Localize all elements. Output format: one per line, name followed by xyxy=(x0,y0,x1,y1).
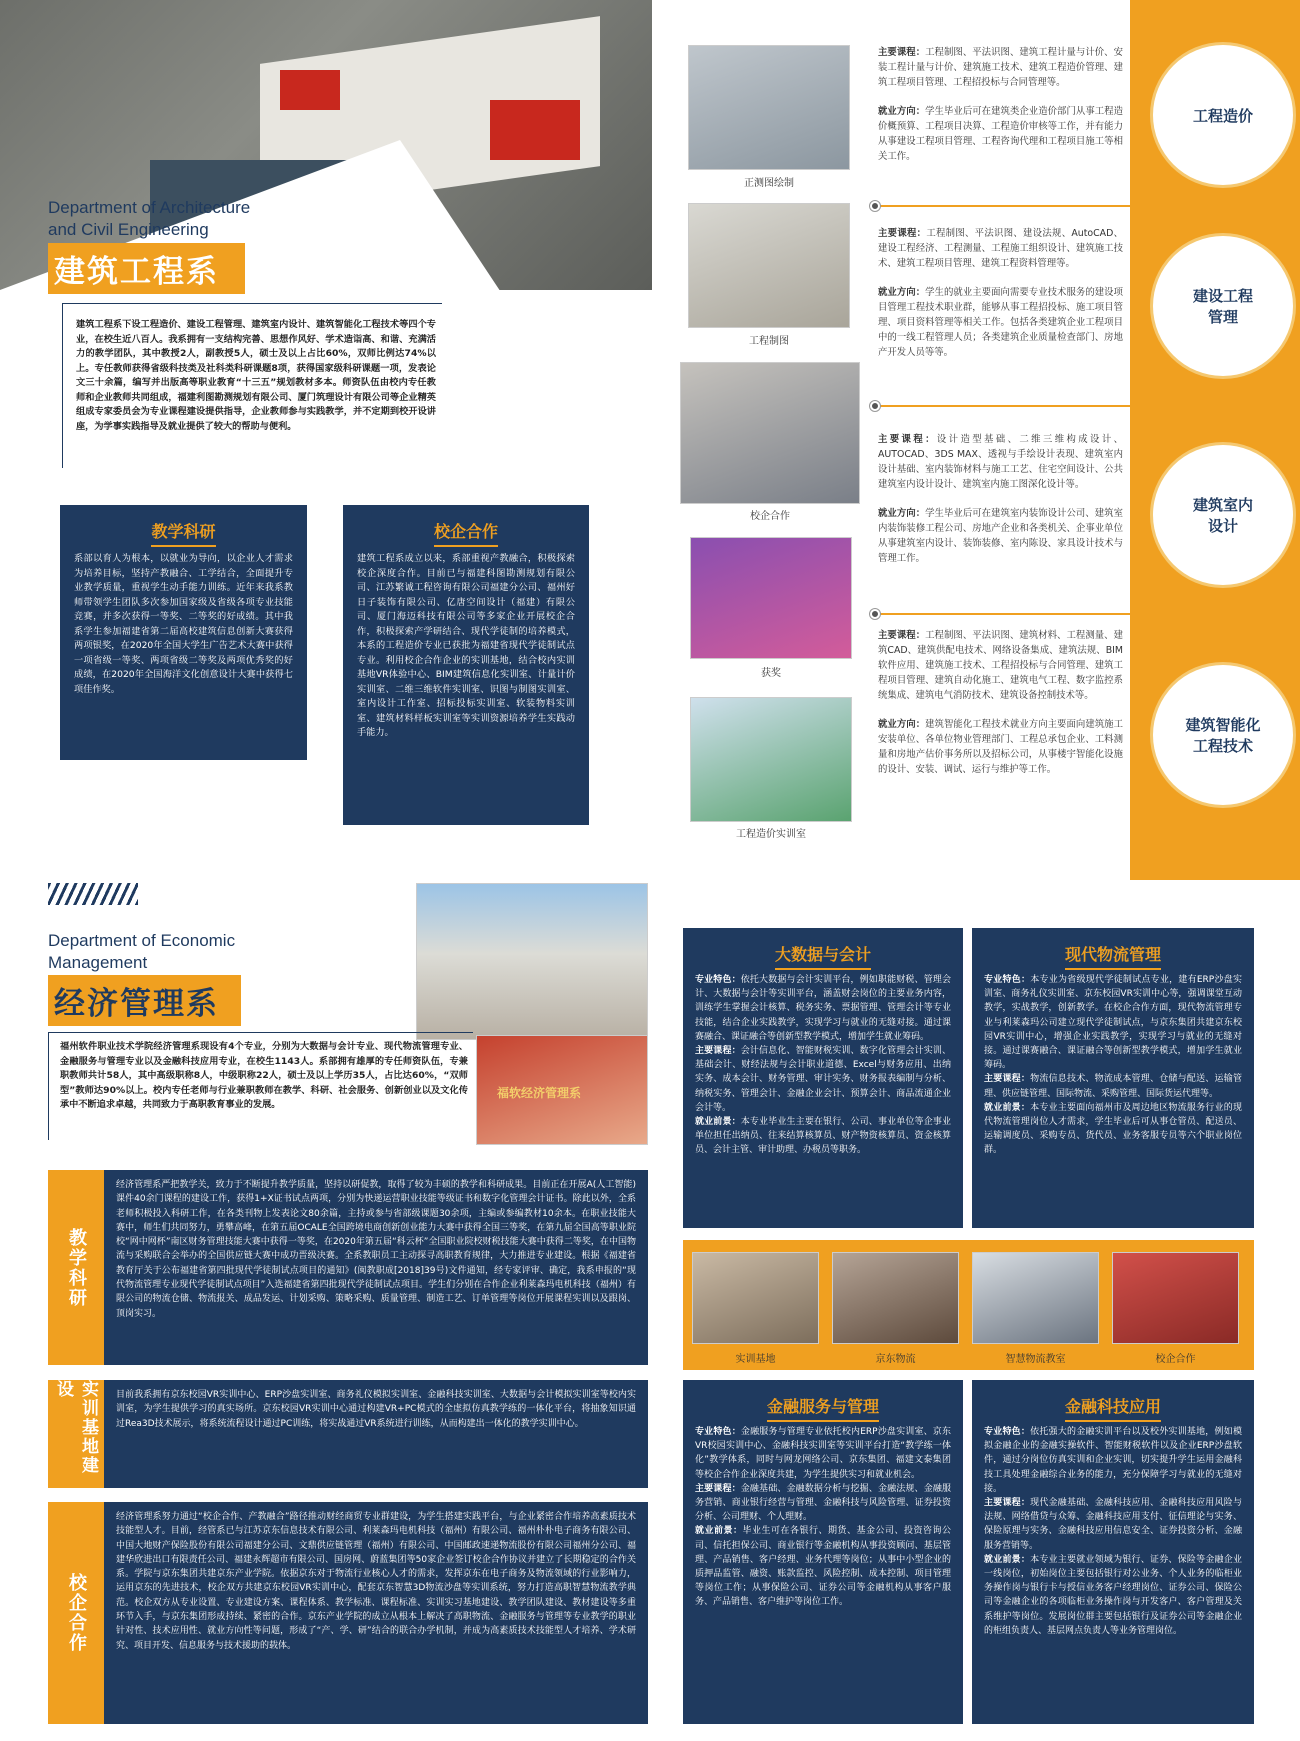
arch-major-3-name: 建筑室内设计 xyxy=(1153,445,1293,585)
econ-intro: 福州软件职业技术学院经济管理系现设有4个专业，分别为大数据与会计专业、现代物流管理专业、金融服务与管理专业以及金融科技应用专业，在校生1143人。系部拥有雄厚的专任师资队伍，专兼职教师共计58人，其中高级职称8人，中级职称22人，硕士及以上学历35人，占比达60%，“双师型”教师达90%以上。校内专任老师与行业兼职教师在教学、科研、社会服务、创新创业以及文化传承中不断追求卓越，共同致力于高职教育事业的发展。 xyxy=(60,1041,468,1110)
arch-title-zh: 建筑工程系 xyxy=(48,243,245,294)
arch-photo-3 xyxy=(680,362,860,504)
econ-title-en-1: Department of Economic xyxy=(48,931,236,950)
econ-title-en xyxy=(48,930,235,974)
arch-major-4-name: 建筑智能化工程技术 xyxy=(1153,665,1293,805)
arch-divider-2 xyxy=(878,405,1178,407)
arch-photo-4 xyxy=(690,537,852,659)
arch-major-3-text: 主要课程：设计造型基础、二维三维构成设计、AUTOCAD、3DS MAX、透视与手绘设计表现、建筑室内设计基础、室内装饰材料与施工工艺、住宅空间设计、公共建筑室内设计设计、建筑室内施工图深化设计等。 就业方向：学生毕业后可在建筑室内装饰设计公司、建筑室内装饰装修工程公司、房地产企业和各类机关、企事业单位从事建筑室内设计、装饰装修、室内陈设、家具设计技术与管理工作。 xyxy=(878,434,1123,564)
arch-title-en-2: and Civil Engineering xyxy=(48,220,209,239)
arch-title-en xyxy=(48,197,250,241)
arch-major-3-course: 设计造型基础、二维三维构成设计、AUTOCAD、3DS MAX、透视与手绘设计表现、建筑室内设计基础、室内装饰材料与施工工艺、住宅空间设计、公共建筑室内设计设计、建筑室内施工图深化设计等。 xyxy=(878,434,1123,490)
arch-divider-1 xyxy=(878,205,1178,207)
arch-photo-2-caption: 工程制图 xyxy=(749,336,789,347)
econ-strip-caption-1: 实训基地 xyxy=(735,1354,776,1365)
econ-major-4: 金融科技应用 专业特色：依托强大的金融实训平台以及校外实训基地，例如模拟金融企业的金融实操软件、智能财税软件以及企业ERP沙盘软件，通过分岗位仿真实训和企业实训，切实提升学生运用金融科技工具处理金融综合业务的能力，充分保障学习与就业的无缝对接。 主要课程：现代金融基础、金融科技应用、金融科技应用风险与法规、网络借贷与众筹、金融科技应用支付、征信理论与实务、保险原理与实务、金融科技应用信息安全、证券投资分析、金融服务营销等。 就业前景：本专业主要就业领域为银行、证券、保险等金融企业一线岗位，初始岗位主要包括银行对公业务、个人业务的临柜业务操作岗与银行卡与授信业务客户经理岗位、证券公司、保险公司等金融企业的各项临柜业务操作岗与开发客户、客户管理及关系维护等岗位。发展岗位群主要包括银行及证券公司等金融企业的柜组负责人、基层网点负责人等业务管理岗位。 xyxy=(972,1380,1254,1724)
econ-major-2: 现代物流管理 专业特色：本专业为省级现代学徒制试点专业，建有ERP沙盘实训室、商务礼仪实训室、京东校园VR实训中心等，强调课堂互动教学，实战教学，创新教学。在校企合作方面，现代物流管理专业与利莱森玛公司建立现代学徒制试点，与京东集团共建京东校园VR实训中心，增强企业实践教学，实现学习与就业的无缝对接。通过课赛融合、课证融合等创新型教学模式，增加学生就业筹码。 主要课程：物流信息技术、物流成本管理、仓储与配送、运输管理、供应链管理、国际物流、采购管理、国际货运代理等。 就业前景：本专业主要面向福州市及周边地区物流服务行业的现代物流管理岗位人才需求，学生毕业后可从事仓管员、配送员、运输调度员、采购专员、货代员、业务客服专员等六个职业岗位群。 xyxy=(972,928,1254,1228)
arch-divider-2-dot xyxy=(870,401,880,411)
arch-box-teaching xyxy=(60,505,307,760)
econ-strip-photo-4 xyxy=(1112,1252,1239,1344)
arch-major-1-job: 学生毕业后可在建筑类企业造价部门从事工程造价概预算、工程项目决算、工程造价审核等工作，并有能力从事建设工程项目管理、工程咨询代理和工程项目施工等相关工作。 xyxy=(878,106,1123,162)
econ-section-coop xyxy=(48,1502,648,1724)
arch-major-3-job: 学生毕业后可在建筑室内装饰设计公司、建筑室内装饰装修工程公司、房地产企业和各类机关、企事业单位从事建筑室内设计、装饰装修、室内陈设、家具设计技术与管理工作。 xyxy=(878,508,1123,564)
arch-divider-3 xyxy=(878,613,1178,615)
econ-section-teaching-label: 教学科研 xyxy=(48,1170,104,1365)
arch-box-coop-title: 校企合作 xyxy=(434,522,498,547)
econ-section-teaching-text: 经济管理系严把教学关，致力于不断提升教学质量，坚持以研促教，取得了较为丰硕的教学和科研成果。目前正在开展A(人工智能)课件40余门课程的建设工作，获得1+X证书试点两项，分别为快递运营职业技能等级证书和数字化管理会计证书。除此以外，全系老师积极投入科研工作，在各类刊物上发表论文80余篇，主持或参与省部级课题30余项，主编或参编教材10余本。在职业技能大赛中，师生们共同努力，勇攀高峰，在第五届OCALE全国跨境电商创新创业能力大赛中获得全国三等奖，在第九届全国高等职业院校“网中网杯”南区财务管理技能大赛中获得一等奖，在2020年第五届“科云杯”全国职业院校财税技能大赛中获得二等奖，在中国物流与采购联合会举办的全国供应链大赛中成功晋级决赛。全系教职员工主动探寻高职教育规律，大力推进专业建设。根据《福建省教育厅关于公布福建省第四批现代学徒制试点项目的通知》(闽教职成[2018]39号)文件通知，经专家评审、确定，我系申报的“现代物流管理专业现代学徒制试点项目”入选福建省第四批现代学徒制试点项目。学生们分别在合作企业利莱森玛电机科技（福州）有限公司的物流仓储、物流报关、成品发运、计划采购、策略采购、质量管理、制造工艺、订单管理等岗位开展课程实训以及跟岗、顶岗实习。 xyxy=(116,1180,636,1319)
econ-major-4-name: 金融科技应用 xyxy=(1065,1397,1161,1422)
arch-major-4-course: 工程制图、平法识图、建筑材料、工程测量、建筑CAD、建筑供配电技术、网络设备集成、建筑法规、BIM软件应用、建筑施工技术、工程招投标与合同管理、建筑工程项目管理、建筑自动化施工、建筑电气工程、数字监控系统集成、建筑电气消防技术、建筑设备控制技术等。 xyxy=(878,630,1123,701)
econ-section-coop-text: 经济管理系努力通过“校企合作、产教融合”路径推动财经商贸专业群建设，为学生搭建实践平台，与企业紧密合作培养高素质技术技能型人才。目前，经管系已与江苏京东信息技术有限公司、利莱森玛电机科技（福州）有限公司、福州朴朴电子商务有限公司、中国大地财产保险股份有限公司福建分公司、文鼎供应链管理（福州）有限公司、中国邮政速递物流股份有限公司福州分公司、福建华欣进出口有限责任公司、福建永辉超市有限公司、国房网、蔚蓝集团等50家企业签订校企合作协议并建立了长期稳定的合作关系。学院与京东集团共建京东产业学院。依据京东对于物流行业核心人才的需求，发挥京东在电子商务及物流领域的行业影响力，运用京东的先进技术，校企双方共建京东校园VR实训中心，配套京东智慧3D物流沙盘等实训系统，努力打造高职智慧物流教学典范。校企双方从专业设置、专业建设方案、课程体系、教学标准、课程标准、实训实习基地建设、教学团队建设、教材建设等多重环节入手，与京东集团形成持续、紧密的合作。京东产业学院的成立从根本上解决了高职物流、金融服务与管理等专业教学的职业针对性、技术应用性、就业方向性等问题，形成了“产、学、研”结合的联合办学机制，并成为高素质技术技能型人才培养、学术研究、项目开发、信息服务与技术援助的载体。 xyxy=(116,1512,636,1651)
econ-section-base-label: 实训基地建设 xyxy=(48,1380,104,1488)
econ-strip-photo-1 xyxy=(692,1252,819,1344)
arch-major-2-name: 建设工程管理 xyxy=(1153,236,1293,376)
econ-title-en-2: Management xyxy=(48,953,148,972)
econ-section-base-text: 目前我系拥有京东校园VR实训中心、ERP沙盘实训室、商务礼仪模拟实训室、金融科技实训室、大数据与会计模拟实训室等校内实训室，为学生提供学习的真实场所。京东校园VR实训中心通过构建VR+PC模式的全虚拟仿真教学练的一体化平台，将抽象知识通过Rea3D技术展示，将系统流程设计通过PC训练，将实战通过VR系统进行训练，从而构建出一体化的教学实训中心。 xyxy=(116,1390,636,1429)
econ-strip-photo-2 xyxy=(832,1252,959,1344)
arch-box-teaching-text: 系部以育人为根本，以就业为导向，以企业人才需求为培养目标，坚持产教融合、工学结合，全面提升专业教学质量，重视学生动手能力训练。近年来我系教师带领学生团队多次参加国家级及省级各项专业技能竞赛，并多次获得一等奖、二等奖的好成绩。其中我系学生参加福建省第二届高校建筑信息创新大赛获得两项银奖，在2020年全国大学生广告艺术大赛中获得一项省级一等奖、两项省级二等奖及两项优秀奖的好成绩，在2020年全国海洋文化创意设计大赛中获得七项佳作奖。 xyxy=(74,553,293,695)
arch-photo-4-caption: 获奖 xyxy=(761,668,781,679)
arch-major-2-text: 主要课程：工程制图、平法识图、建设法规、AutoCAD、建设工程经济、工程测量、工程施工组织设计、建筑施工技术、建筑工程项目管理、建筑工程资料管理等。 就业方向：学生的就业主要面向需要专业技术服务的建设项目管理工程技术职业群，能够从事工程招投标、施工项目管理、项目资料管理等相关工作。包括各类建筑企业工程项目中的一线工程管理人员；各类建筑企业质量检查部门、房地产开发人员等等。 xyxy=(878,228,1123,358)
econ-strip-caption-4: 校企合作 xyxy=(1155,1354,1196,1365)
econ-major-3: 金融服务与管理 专业特色：金融服务与管理专业依托校内ERP沙盘实训室、京东VR校园实训中心、金融科技实训室等实训平台打造“教学练一体化”教学体系，同时与网龙网络公司、京东集团、福建文泰集团等校企合作企业深度共建，为学生提供实习和就业机会。 主要课程：金融基础、金融数据分析与挖掘、金融法规、金融服务营销、商业银行经营与管理、金融科技与风险管理、证券投资分析、公司理财、个人理财。 就业前景：毕业生可在各银行、期货、基金公司、投资咨询公司、信托担保公司、商业银行等金融机构从事投资顾问、基层管理、产品销售、客户经理、业务代理等岗位；从事中小型企业的质押品监管、融资、账款监控、风险控制、成本控制、项目管理等岗位工作；从事保险公司、证券公司等金融机构从事客户服务、产品销售、客户维护等岗位工作。 xyxy=(683,1380,963,1724)
arch-photo-5-caption: 工程造价实训室 xyxy=(736,829,806,840)
arch-intro: 建筑工程系下设工程造价、建设工程管理、建筑室内设计、建筑智能化工程技术等四个专业，在校生近八百人。我系拥有一支结构完善、思想作风好、学术造诣高、和谐、充满活力的教学团队，其中教授2人，副教授5人，硕士及以上占比60%，双师比例达74%以上。专任教师获得省级科技类及社科类科研课题8项，获得国家级科研课题一项，发表论文三十余篇，编写并出版高等职业教育“十三五”规划教材多本。师资队伍由校内专任教师和企业教师共同组成，福建利图勘测规划有限公司、厦门筑理设计有限公司等企业精英组成专家委员会为专业课程建设提供指导，企业教师参与实践教学，并不定期到校开设讲座，为学事实践指导及就业提供了较大的帮助与便利。 xyxy=(76,319,436,432)
econ-group-photo xyxy=(476,1035,648,1145)
arch-box-teaching-title: 教学科研 xyxy=(151,522,215,547)
arch-title-en-1: Department of Architecture xyxy=(48,198,251,217)
econ-major-3-name: 金融服务与管理 xyxy=(767,1397,879,1422)
econ-section-teaching xyxy=(48,1170,648,1365)
arch-divider-1-dot xyxy=(870,201,880,211)
econ-major-1: 大数据与会计 专业特色：依托大数据与会计实训平台，例如职能财税、管理会计、大数据与会计等实训平台，涵盖财会岗位的主要业务内容，训练学生掌握会计核算、税务实务、票据管理、管理会计等专业技能，结合企业实践教学，实现学习与就业的无缝对接。通过课赛融合、课证融合等创新型教学模式，增加学生就业筹码。 主要课程：会计信息化、智能财税实训、数字化管理会计实训、基础会计、财经法规与会计职业道德、Excel与财务应用、出纳实务、成本会计、财务管理、审计实务、财务报表编制与分析、纳税实务、管理会计、金融企业会计、预算会计、商品流通企业会计等。 就业前景：本专业毕业生主要在银行、公司、事业单位等企事业单位担任出纳员、往来结算核算员、财产物资核算员、资金核算员、会计主管、审计助理、办税员等职务。 xyxy=(683,928,963,1228)
arch-major-1-name: 工程造价 xyxy=(1153,45,1293,185)
arch-box-coop-text: 建筑工程系成立以来，系部重视产教融合，积极探索校企深度合作。目前已与福建科图勘测规划有限公司、江苏繁诚工程咨询有限公司福建分公司、福州好日子装饰有限公司、亿唐空间设计（福建）有限公司、厦门海迈科技有限公司等多家企业开展校企合作，积极探索产学研结合、现代学徒制的培养模式，本系的工程造价专业已获批为福建省现代学徒制试点专业。利用校企合作企业的实训基地，结合校内实训基地VR体验中心、BIM建筑信息化实训室、计量计价实训室、二维三维软件实训室、识图与制图实训室、室内设计工作室、招标投标实训室、软装物料实训室、建筑材料样板实训室等实训资源培养学生实践动手能力。 xyxy=(357,553,575,738)
arch-divider-3-dot xyxy=(870,609,880,619)
econ-section-base xyxy=(48,1380,648,1488)
arch-major-2-job: 学生的就业主要面向需要专业技术服务的建设项目管理工程技术职业群，能够从事工程招投标、施工项目管理、项目资料管理等相关工作。包括各类建筑企业工程项目中的一线工程管理人员；各类建筑企业质量检查部门、房地产开发人员等等。 xyxy=(878,287,1123,358)
econ-banner-text: 福软经济管理系 xyxy=(497,1086,582,1100)
econ-strip-caption-2: 京东物流 xyxy=(875,1354,916,1365)
arch-major-2-course: 工程制图、平法识图、建设法规、AutoCAD、建设工程经济、工程测量、工程施工组织设计、建筑施工技术、建筑工程项目管理、建筑工程资料管理等。 xyxy=(878,228,1123,269)
arch-photo-5 xyxy=(690,697,852,822)
arch-major-4-job: 建筑智能化工程技术就业方向主要面向建筑施工安装单位、各单位物业管理部门、工程总承包企业、工料测量和房地产估价事务所以及招标公司，从事楼宇智能化设施的设计、安装、调试、运行与维护等工作。 xyxy=(878,719,1123,775)
arch-box-coop xyxy=(343,505,589,825)
econ-strip-caption-3: 智慧物流教室 xyxy=(1005,1354,1066,1365)
arch-photo-3-caption: 校企合作 xyxy=(750,511,790,522)
econ-major-2-name: 现代物流管理 xyxy=(1065,945,1161,970)
arch-major-1-text: 主要课程：工程制图、平法识图、建筑工程计量与计价、安装工程计量与计价、建筑施工技术、建筑工程造价管理、建筑工程项目管理、工程招投标与合同管理等。 就业方向：学生毕业后可在建筑类企业造价部门从事工程造价概预算、工程项目决算、工程造价审核等工作，并有能力从事建设工程项目管理、工程咨询代理和工程项目施工等相关工作。 xyxy=(878,47,1123,162)
econ-strip-photo-3 xyxy=(972,1252,1099,1344)
econ-section-coop-label: 校企合作 xyxy=(48,1502,104,1724)
econ-building-photo xyxy=(416,883,648,1040)
econ-major-1-name: 大数据与会计 xyxy=(775,945,871,970)
arch-photo-1 xyxy=(688,45,850,170)
econ-title-zh: 经济管理系 xyxy=(48,975,241,1026)
arch-major-1-course: 工程制图、平法识图、建筑工程计量与计价、安装工程计量与计价、建筑施工技术、建筑工程造价管理、建筑工程项目管理、工程招投标与合同管理等。 xyxy=(878,47,1123,88)
arch-photo-2 xyxy=(688,203,850,328)
arch-photo-1-caption: 正测图绘制 xyxy=(744,178,794,189)
arch-major-4-text: 主要课程：工程制图、平法识图、建筑材料、工程测量、建筑CAD、建筑供配电技术、网络设备集成、建筑法规、BIM软件应用、建筑施工技术、工程招投标与合同管理、建筑工程项目管理、建筑自动化施工、建筑电气工程、数字监控系统集成、建筑电气消防技术、建筑设备控制技术等。 就业方向：建筑智能化工程技术就业方向主要面向建筑施工安装单位、各单位物业管理部门、工程总承包企业、工料测量和房地产估价事务所以及招标公司，从事楼宇智能化设施的设计、安装、调试、运行与维护等工作。 xyxy=(878,630,1123,775)
econ-stripes-icon xyxy=(48,883,138,905)
